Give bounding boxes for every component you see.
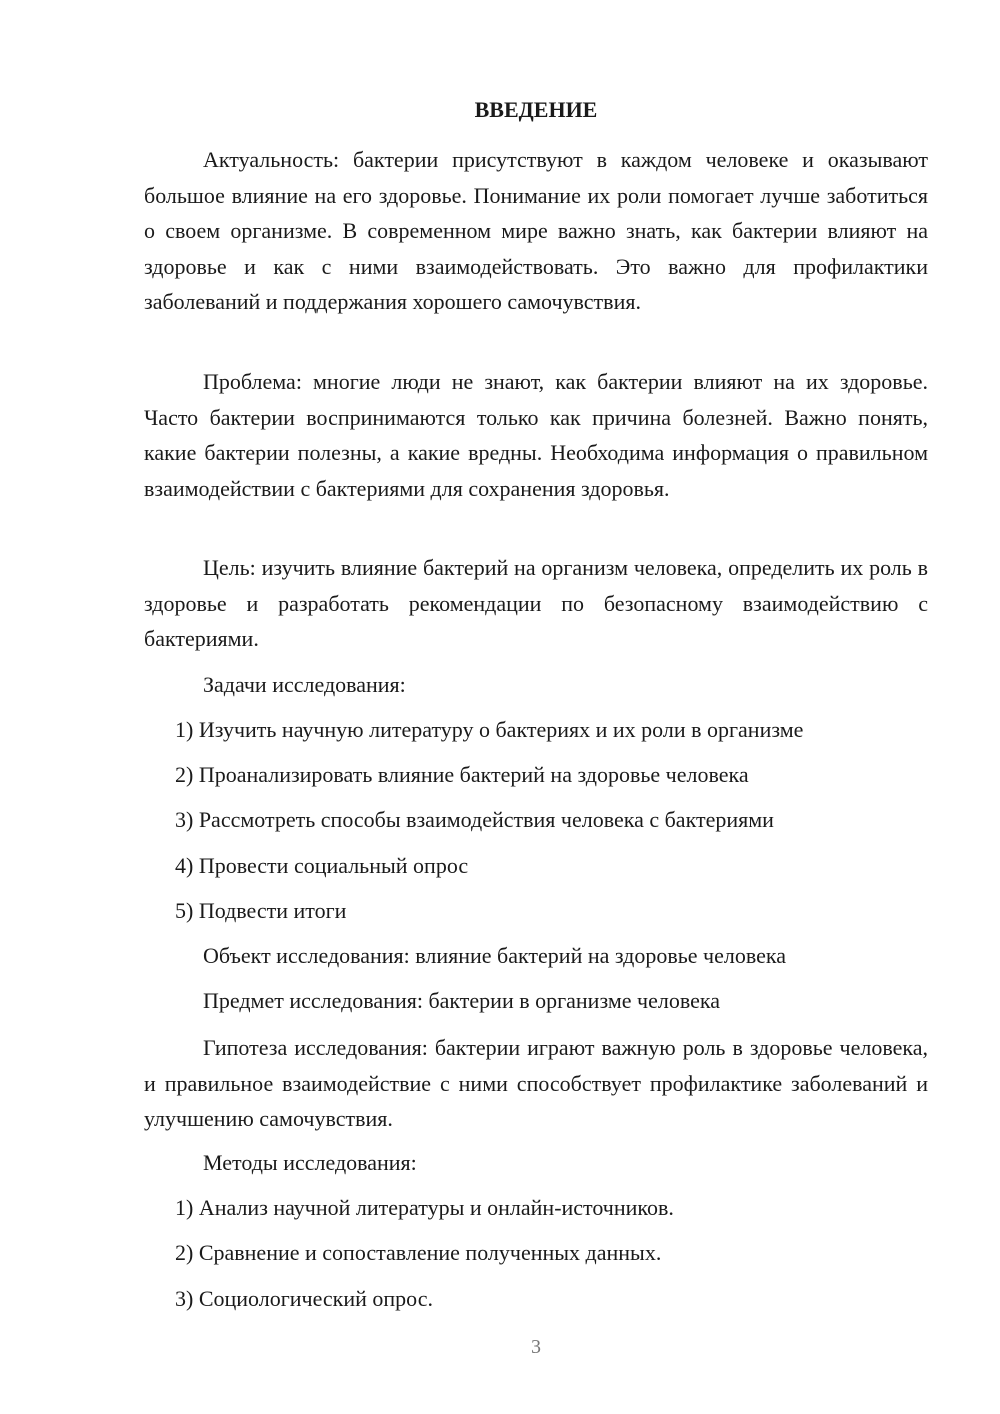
method-item: 2) Сравнение и сопоставление полученных данных. xyxy=(175,1240,662,1265)
research-object: Объект исследования: влияние бактерий на здоровье человека xyxy=(203,943,786,968)
task-item: 1) Изучить научную литературу о бактериях и их роли в организме xyxy=(175,717,804,742)
method-item: 3) Социологический опрос. xyxy=(175,1286,433,1311)
paragraph-hypothesis: Гипотеза исследования: бактерии играют важную роль в здоровье человека, и правильное взаимодействие с ними способствует профилактике заболеваний и улучшению самочувствия. xyxy=(144,1035,928,1131)
task-item: 3) Рассмотреть способы взаимодействия человека с бактериями xyxy=(175,807,774,832)
task-item: 2) Проанализировать влияние бактерий на здоровье человека xyxy=(175,762,749,787)
task-item: 4) Провести социальный опрос xyxy=(175,853,469,878)
paragraph-relevance: Актуальность: бактерии присутствуют в каждом человеке и оказывают большое влияние на его здоровье. Понимание их роли помогает лучше заботиться о своем организме. В современном мире важно знать, как бактерии влияют на здоровье и как с ними взаимодействовать. Это важно для профилактики заболеваний и поддержания хорошего самочувствия. xyxy=(144,147,928,314)
paragraph-problem: Проблема: многие люди не знают, как бактерии влияют на их здоровье. Часто бактерии воспринимаются только как причина болезней. Важно понять, какие бактерии полезны, а какие вредны. Необходима информация о правильном взаимодействии с бактериями для сохранения здоровья. xyxy=(144,369,928,501)
methods-heading: Методы исследования: xyxy=(203,1150,417,1175)
page-number: 3 xyxy=(531,1336,541,1358)
method-item: 1) Анализ научной литературы и онлайн-источников. xyxy=(175,1195,674,1220)
tasks-heading: Задачи исследования: xyxy=(203,672,406,697)
research-subject: Предмет исследования: бактерии в организме человека xyxy=(203,988,720,1013)
paragraph-goal: Цель: изучить влияние бактерий на организм человека, определить их роль в здоровье и разработать рекомендации по безопасному взаимодействию с бактериями. xyxy=(144,555,928,651)
page-title: ВВЕДЕНИЕ xyxy=(474,97,598,122)
task-item: 5) Подвести итоги xyxy=(175,898,347,923)
